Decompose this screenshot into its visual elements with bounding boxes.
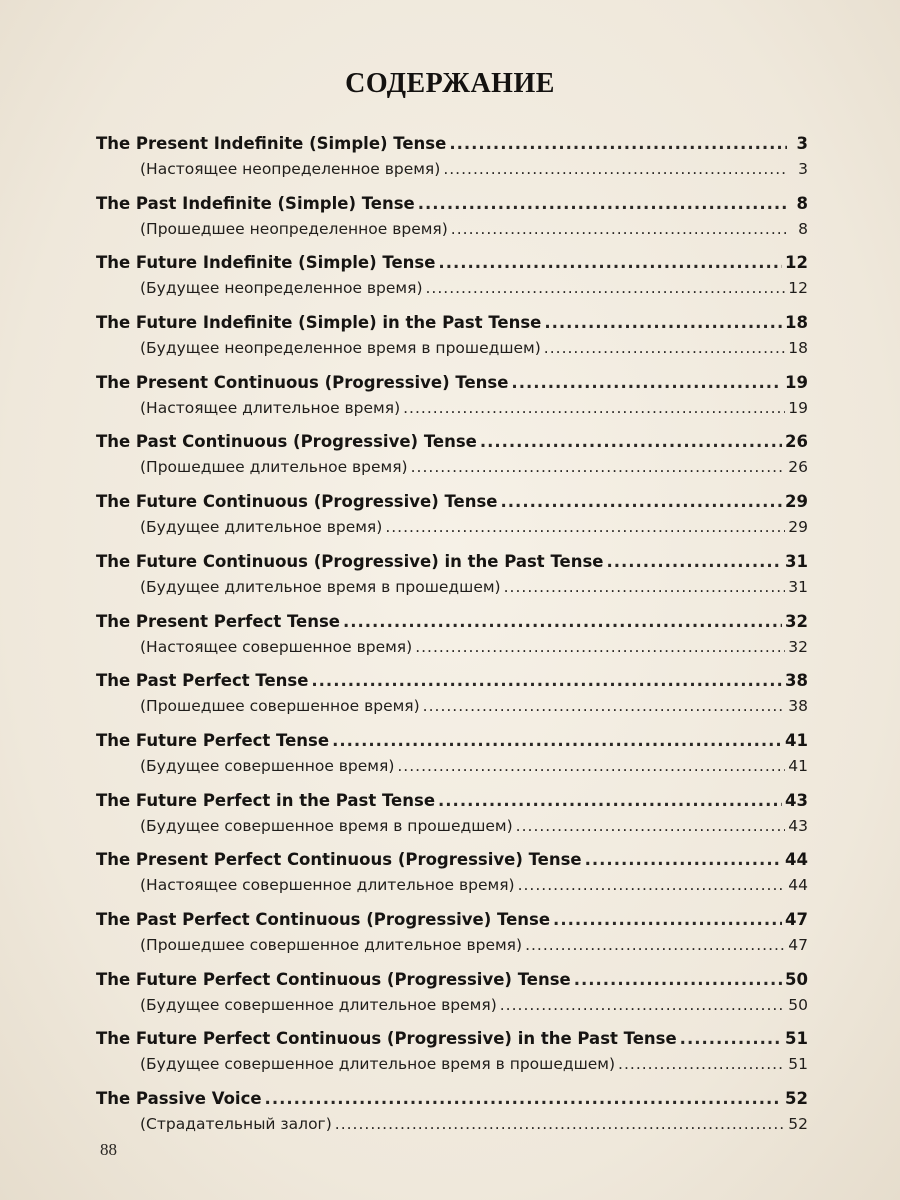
toc-entry-page: 41 bbox=[785, 730, 808, 750]
dot-leader bbox=[443, 157, 787, 181]
toc-entry-translation: (Страдательный залог) bbox=[140, 1115, 332, 1133]
toc-entry-translation-page: 19 bbox=[788, 398, 808, 417]
toc-entry-english-line[interactable] bbox=[96, 488, 808, 515]
toc-entry bbox=[96, 966, 808, 1026]
toc-entry-translation: (Настоящее длительное время) bbox=[140, 398, 401, 417]
toc-entry-russian-line[interactable] bbox=[96, 993, 808, 1017]
toc-entry-title: The Past Indefinite (Simple) Tense bbox=[96, 193, 415, 213]
toc-entry bbox=[96, 1085, 808, 1145]
toc-entry-translation-page: 26 bbox=[788, 458, 808, 477]
toc-entry-english-line[interactable] bbox=[96, 548, 808, 575]
toc-entry-english-line[interactable] bbox=[96, 667, 808, 694]
dot-leader bbox=[385, 515, 785, 539]
toc-entry-title: The Future Perfect Continuous (Progressive) in the Past Tense bbox=[96, 1029, 677, 1049]
toc-entry-title: The Past Continuous (Progressive) Tense bbox=[96, 432, 477, 452]
toc-entry-page: 3 bbox=[796, 134, 808, 153]
dot-leader bbox=[680, 1025, 782, 1052]
toc-entry bbox=[96, 1025, 808, 1085]
dot-leader bbox=[449, 130, 787, 157]
toc-entry bbox=[96, 727, 808, 787]
toc-entry-english-line[interactable] bbox=[96, 249, 808, 276]
toc-entry-english-line[interactable] bbox=[96, 130, 808, 157]
toc-entry-translation: (Настоящее неопределенное время) bbox=[140, 160, 441, 178]
toc-entry-page: 12 bbox=[785, 253, 808, 273]
toc-entry-title: The Future Continuous (Progressive) in the Past Tense bbox=[96, 551, 604, 571]
toc-entry-translation-page: 50 bbox=[788, 995, 808, 1014]
toc-entry-russian-line[interactable] bbox=[96, 515, 808, 539]
toc-entry-page: 38 bbox=[785, 671, 808, 691]
toc-entry-translation-page: 51 bbox=[788, 1055, 808, 1074]
dot-leader bbox=[418, 190, 787, 217]
dot-leader bbox=[403, 396, 785, 420]
toc-entry-english-line[interactable] bbox=[96, 369, 808, 396]
toc-entry-russian-line[interactable] bbox=[96, 635, 808, 659]
page-title: СОДЕРЖАНИЕ bbox=[345, 68, 555, 99]
dot-leader bbox=[438, 249, 782, 276]
toc-entry-translation-page: 44 bbox=[788, 876, 808, 895]
toc-entry-english-line[interactable] bbox=[96, 846, 808, 873]
toc-entry-translation: (Прошедшее длительное время) bbox=[140, 458, 408, 477]
dot-leader bbox=[516, 814, 786, 838]
toc-entry bbox=[96, 906, 808, 966]
toc-entry-title: The Future Continuous (Progressive) Tense bbox=[96, 492, 498, 512]
toc-entry-title: The Future Perfect Tense bbox=[96, 730, 330, 750]
toc-entry-translation-page: 32 bbox=[788, 637, 808, 656]
toc-entry-translation-page: 29 bbox=[788, 518, 808, 537]
dot-leader bbox=[618, 1052, 785, 1076]
toc-entry-translation-page: 8 bbox=[798, 219, 808, 238]
toc-entry-page: 26 bbox=[785, 432, 808, 452]
dot-leader bbox=[544, 336, 785, 360]
dot-leader bbox=[265, 1085, 782, 1112]
toc-entry-translation: (Будущее неопределенное время в прошедшем) bbox=[140, 339, 541, 358]
toc-entry-translation: (Прошедшее совершенное длительное время) bbox=[140, 935, 523, 954]
toc-entry bbox=[96, 608, 808, 668]
toc-entry-title: The Present Continuous (Progressive) Tense bbox=[96, 372, 509, 392]
toc-entry-translation-page: 38 bbox=[788, 697, 808, 716]
toc-entry-page: 47 bbox=[785, 909, 808, 929]
dot-leader bbox=[411, 455, 786, 479]
toc-entry-page: 50 bbox=[785, 969, 808, 989]
toc-entry-english-line[interactable] bbox=[96, 787, 808, 814]
dot-leader bbox=[606, 548, 782, 575]
toc-entry bbox=[96, 548, 808, 608]
toc-entry-russian-line[interactable] bbox=[96, 1112, 808, 1136]
toc-entry-translation-page: 52 bbox=[788, 1115, 808, 1133]
toc-entry-page: 52 bbox=[785, 1089, 808, 1108]
dot-leader bbox=[311, 667, 782, 694]
dot-leader bbox=[343, 608, 782, 635]
toc-entry bbox=[96, 846, 808, 906]
toc-entry-english-line[interactable] bbox=[96, 966, 808, 993]
toc-entry-russian-line[interactable] bbox=[96, 1052, 808, 1076]
toc-entry-title: The Past Perfect Tense bbox=[96, 671, 309, 691]
dot-leader bbox=[438, 787, 782, 814]
toc-entry-translation-page: 3 bbox=[798, 160, 808, 178]
toc-entry-translation: (Настоящее совершенное время) bbox=[140, 637, 413, 656]
toc-entry-translation-page: 43 bbox=[788, 816, 808, 835]
toc-entry-title: The Present Indefinite (Simple) Tense bbox=[96, 134, 447, 153]
toc-entry-translation-page: 18 bbox=[788, 339, 808, 358]
toc-entry-title: The Present Perfect Continuous (Progressive) Tense bbox=[96, 850, 582, 870]
toc-entry-english-line[interactable] bbox=[96, 1025, 808, 1052]
toc-entry bbox=[96, 369, 808, 429]
toc-entry-english-line[interactable] bbox=[96, 727, 808, 754]
toc-entry bbox=[96, 249, 808, 309]
toc-entry-english-line[interactable] bbox=[96, 190, 808, 217]
toc-entry-page: 29 bbox=[785, 492, 808, 512]
dot-leader bbox=[574, 966, 782, 993]
dot-leader bbox=[451, 217, 787, 241]
toc-entry-translation-page: 31 bbox=[788, 577, 808, 596]
toc-entry-translation-page: 41 bbox=[788, 756, 808, 775]
dot-leader bbox=[423, 694, 786, 718]
dot-leader bbox=[525, 933, 785, 957]
toc-entry-title: The Present Perfect Tense bbox=[96, 611, 340, 631]
toc-entry-title: The Future Perfect Continuous (Progressive) Tense bbox=[96, 969, 571, 989]
dot-leader bbox=[544, 309, 782, 336]
dot-leader bbox=[518, 873, 786, 897]
toc-entry-english-line[interactable] bbox=[96, 309, 808, 336]
toc-entry-translation: (Настоящее совершенное длительное время) bbox=[140, 876, 515, 895]
toc-entry-title: The Future Indefinite (Simple) Tense bbox=[96, 253, 436, 273]
dot-leader bbox=[397, 754, 785, 778]
toc-entry-translation: (Будущее совершенное время в прошедшем) bbox=[140, 816, 513, 835]
toc-entry bbox=[96, 309, 808, 369]
dot-leader bbox=[426, 276, 786, 300]
toc-entry-russian-line[interactable] bbox=[96, 814, 808, 838]
toc-entry-russian-line[interactable] bbox=[96, 754, 808, 778]
toc-entry-title: The Future Perfect in the Past Tense bbox=[96, 790, 436, 810]
page-number: 88 bbox=[100, 1140, 117, 1159]
toc-entry-russian-line[interactable] bbox=[96, 157, 808, 181]
toc-entry bbox=[96, 667, 808, 727]
table-of-contents bbox=[96, 130, 808, 1145]
toc-entry-russian-line[interactable] bbox=[96, 575, 808, 599]
toc-entry-title: The Future Indefinite (Simple) in the Past Tense bbox=[96, 313, 542, 333]
toc-entry-page: 32 bbox=[785, 611, 808, 631]
toc-entry bbox=[96, 428, 808, 488]
toc-entry-title: The Passive Voice bbox=[96, 1089, 262, 1108]
toc-entry-english-line[interactable] bbox=[96, 608, 808, 635]
dot-leader bbox=[500, 993, 786, 1017]
toc-entry-translation: (Прошедшее неопределенное время) bbox=[140, 219, 448, 238]
toc-entry-russian-line[interactable] bbox=[96, 396, 808, 420]
dot-leader bbox=[585, 846, 782, 873]
toc-entry-translation-page: 12 bbox=[788, 279, 808, 298]
toc-entry-page: 43 bbox=[785, 790, 808, 810]
toc-entry-english-line[interactable] bbox=[96, 1085, 808, 1112]
toc-entry bbox=[96, 488, 808, 548]
toc-entry-english-line[interactable] bbox=[96, 428, 808, 455]
toc-entry bbox=[96, 787, 808, 847]
dot-leader bbox=[511, 369, 782, 396]
toc-entry-page: 19 bbox=[785, 372, 808, 392]
toc-entry-translation: (Будущее совершенное длительное время) bbox=[140, 995, 497, 1014]
toc-entry-translation: (Будущее неопределенное время) bbox=[140, 279, 423, 298]
dot-leader bbox=[415, 635, 785, 659]
toc-entry-page: 31 bbox=[785, 551, 808, 571]
dot-leader bbox=[332, 727, 782, 754]
toc-entry-translation: (Будущее совершенное время) bbox=[140, 756, 395, 775]
toc-entry-russian-line[interactable] bbox=[96, 276, 808, 300]
toc-entry-russian-line[interactable] bbox=[96, 873, 808, 897]
toc-entry-translation-page: 47 bbox=[788, 935, 808, 954]
dot-leader bbox=[480, 428, 782, 455]
toc-entry-translation: (Будущее длительное время) bbox=[140, 518, 383, 537]
toc-entry-translation: (Прошедшее совершенное время) bbox=[140, 697, 420, 716]
dot-leader bbox=[504, 575, 786, 599]
toc-entry-russian-line[interactable] bbox=[96, 336, 808, 360]
toc-entry-translation: (Будущее длительное время в прошедшем) bbox=[140, 577, 501, 596]
toc-entry-russian-line[interactable] bbox=[96, 694, 808, 718]
toc-entry-page: 18 bbox=[785, 313, 808, 333]
toc-entry-translation: (Будущее совершенное длительное время в прошедшем) bbox=[140, 1055, 616, 1074]
toc-entry-english-line[interactable] bbox=[96, 906, 808, 933]
toc-entry bbox=[96, 130, 808, 190]
toc-entry-page: 8 bbox=[796, 193, 808, 213]
dot-leader bbox=[335, 1112, 786, 1136]
toc-entry-title: The Past Perfect Continuous (Progressive) Tense bbox=[96, 909, 551, 929]
toc-entry-russian-line[interactable] bbox=[96, 455, 808, 479]
toc-entry-russian-line[interactable] bbox=[96, 217, 808, 241]
toc-entry-page: 51 bbox=[785, 1029, 808, 1049]
toc-entry-russian-line[interactable] bbox=[96, 933, 808, 957]
toc-entry-page: 44 bbox=[785, 850, 808, 870]
toc-entry bbox=[96, 190, 808, 250]
dot-leader bbox=[501, 488, 783, 515]
dot-leader bbox=[553, 906, 782, 933]
